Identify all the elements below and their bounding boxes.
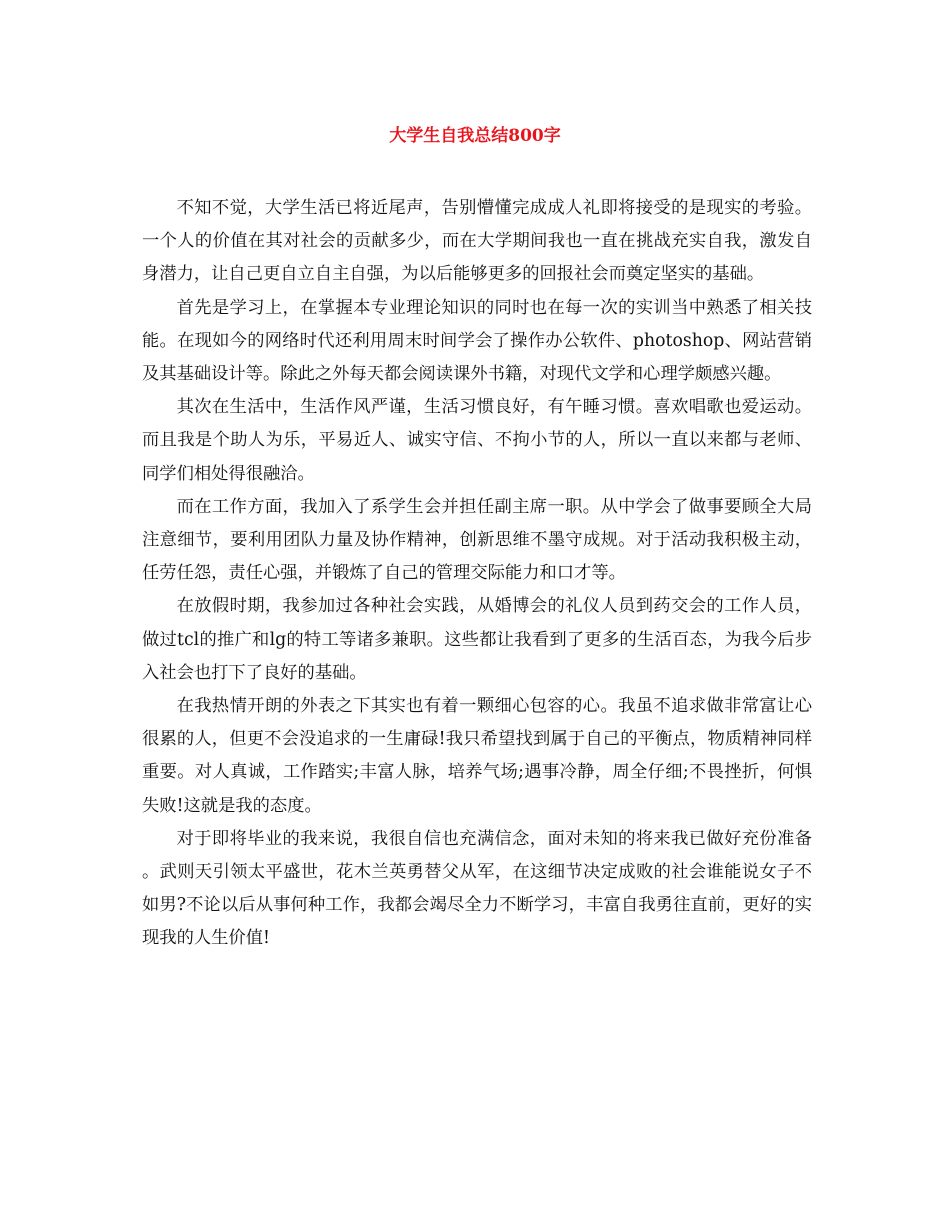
document-body xyxy=(142,192,812,956)
paragraph-6: 在我热情开朗的外表之下其实也有着一颗细心包容的心。我虽不追求做非常富让心很累的人，但更不会没追求的一生庸碌!我只希望找到属于自己的平衡点，物质精神同样重要。对人真诚，工作踏实;丰富人脉，培养气场;遇事冷静，周全仔细;不畏挫折，何惧失败!这就是我的态度。 xyxy=(142,696,812,816)
paragraph-1: 不知不觉，大学生活已将近尾声，告别懵懂完成成人礼即将接受的是现实的考验。一个人的价值在其对社会的贡献多少，而在大学期间我也一直在挑战充实自我，激发自身潜力，让自己更自立自主自强，为以后能够更多的回报社会而奠定坚实的基础。 xyxy=(142,198,812,285)
document-title: 大学生自我总结800字 xyxy=(389,126,561,146)
paragraph-7: 对于即将毕业的我来说，我很自信也充满信念，面对未知的将来我已做好充份准备。武则天引领太平盛世，花木兰英勇替父从军，在这细节决定成败的社会谁能说女子不如男?不论以后从事何种工作，我都会竭尽全力不断学习，丰富自我勇往直前，更好的实现我的人生价值! xyxy=(142,828,812,949)
paragraph-5: 在放假时期，我参加过各种社会实践，从婚博会的礼仪人员到药交会的工作人员，做过tcl的推广和lg的特工等诸多兼职。这些都让我看到了更多的生活百态，为我今后步入社会也打下了良好的基础。 xyxy=(142,596,812,683)
paragraph-4: 而在工作方面，我加入了系学生会并担任副主席一职。从中学会了做事要顾全大局注意细节，要利用团队力量及协作精神，创新思维不墨守成规。对于活动我积极主动，任劳任怨，责任心强，并锻炼了自己的管理交际能力和口才等。 xyxy=(142,496,812,584)
paragraph-3: 其次在生活中，生活作风严谨，生活习惯良好，有午睡习惯。喜欢唱歌也爱运动。而且我是个助人为乐，平易近人、诚实守信、不拘小节的人，所以一直以来都与老师、同学们相处得很融洽。 xyxy=(142,397,812,484)
paragraph-2: 首先是学习上，在掌握本专业理论知识的同时也在每一次的实训当中熟悉了相关技能。在现如今的网络时代还利用周末时间学会了操作办公软件、photoshop、网站营销及其基础设计等。除此之外每天都会阅读课外书籍，对现代文学和心理学颇感兴趣。 xyxy=(142,297,812,385)
